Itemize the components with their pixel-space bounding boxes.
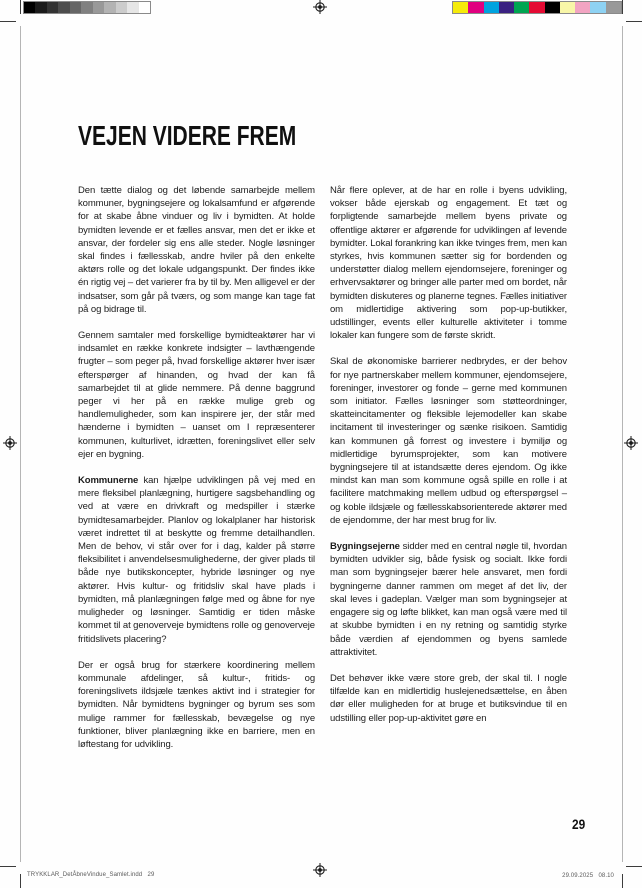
color-swatch — [590, 2, 605, 13]
color-swatch — [545, 2, 560, 13]
page-title: VEJEN VIDERE FREM — [78, 120, 297, 151]
color-swatch — [453, 2, 468, 13]
color-swatch — [35, 2, 46, 13]
color-swatch — [499, 2, 514, 13]
paragraph-text: Når flere oplever, at de har en rolle i byens udvikling, vokser både ejerskab og engagement. Et tæt og forpligtende samarbejde mellem byens private og offentlige aktører er afgørende for udviklingen af levende bymidter. Lokal forankring kan ikke tvinges frem, men kan styrkes, hvis kommunen sætter sig for bordenden og understøtter dialog mellem ejendomsejere, foreninger og erhvervsaktører og bringer alle parter med om bordet, når bymidten diskuteres og planerne tegnes. Fælles initiativer om midlertidige aktivering som pop-up-butikker, udstillinger, events eller kulturelle aktiviteter i tomme lokaler kan fungere som de første skridt. — [330, 185, 567, 342]
crop-mark-top-left-v — [20, 0, 21, 14]
paragraph — [78, 474, 315, 646]
crop-mark-top-right-v — [622, 0, 623, 14]
crop-mark-top-right-h — [626, 21, 642, 22]
crop-mark-bottom-left-h — [0, 866, 16, 867]
paragraph-lead: Bygningsejerne — [330, 541, 400, 553]
color-swatch — [104, 2, 115, 13]
color-swatch — [606, 2, 621, 13]
paragraph-text: kan hjælpe udviklingen på vej med en mere fleksibel planlægning, hurtigere sagsbehandling og ved at være en drivkraft og medspiller i stærke bymidtesamarbejder. Planlov og lokalplaner har historisk været indrettet til at beskytte og fremme detailhandlen. Men de behov, vi står over for i dag, kalder på større fleksibilitet i anvendelsesmulighederne, der giver plads til både nye butikskoncepter, hybride løsninger og nye aktører. Hvis kultur- og fritidsliv skal have plads i bymidten, må planlægningen følge med og åbne for nye muligheder og løsninger. Samtidig er tiden måske kommet til at genoverveje bymidtens rolle og genoverveje fritidslivets placering? — [78, 475, 315, 645]
paragraph — [78, 659, 315, 751]
color-swatch — [24, 2, 35, 13]
left-column — [78, 184, 315, 764]
color-swatch — [58, 2, 69, 13]
registration-mark-right-icon — [624, 436, 638, 450]
color-swatch — [81, 2, 92, 13]
footer-datetime: 29.09.2025 08.10 — [562, 873, 614, 879]
trim-line-right — [622, 26, 623, 862]
crop-mark-bottom-left-v — [20, 874, 21, 888]
paragraph-text: Gennem samtaler med forskellige bymidteaktører har vi indsamlet en række konkrete indsigter – lavthængende frugter – som peger på, hvad forskellige aktører hver især efterspørger af hinanden, og hvad der kan få samarbejdet til at glide nemmere. På denne baggrund peger vi her på en række mulige greb og handlemuligheder, som kan inspirere jer, der står med hænderne i bymidten – uanset om I repræsenterer kommunen, kulturlivet, idrætten, foreningslivet eller selv ejer en bygning. — [78, 330, 315, 460]
color-swatch — [529, 2, 544, 13]
paragraph-text: sidder med en central nøgle til, hvordan bymidten udvikler sig, både fysisk og socialt. Ikke fordi man som bygningsejer bærer hele ansvaret, men fordi bygningerne danner rammen om meget af det liv, der skal leves i gadeplan. Vælger man som bygningsejer at engagere sig og løfte blikket, kan man også være med til at skubbe bymidten i en ny retning og samtidig styrke både værdien af ejendommen og byens samlede attraktivitet. — [330, 541, 567, 658]
paragraph-text: Skal de økonomiske barrierer nedbrydes, er der behov for nye partnerskaber mellem kommuner, ejendomsejere, foreninger, investorer og fonde – gerne med kommunen som initiator. Fælles løsninger som støtteordninger, skatteincitamenter og fleksible lejemodeller kan skabe incitament til investeringer og sænke risikoen. Samtidig kan kommunen gå forrest og investere i bymiljø og midlertidige byrumsprojekter, som kan motivere bygningsejere til at istandsætte deres ejendom. Og ikke mindst kan man som kommune også spille en rolle i at facilitere matchmaking mellem udbud og efterspørgsel – og koble ildsjæle og fællesskabsorienterede aktører med de ejendomme, der har mest brug for liv. — [330, 356, 567, 526]
paragraph — [78, 184, 315, 316]
paragraph — [330, 355, 567, 527]
trim-line-left — [20, 26, 21, 862]
page-number: 29 — [572, 817, 586, 832]
paragraph-text: Den tætte dialog og det løbende samarbejde mellem kommuner, bygningsejere og lokalsamfund er afgørende for at skabe åbne vinduer og liv i bymidten. At holde bymidten levende er et fælles ansvar, men det er ikke et ansvar, der fordeler sig ens alle steder. Nogle løsninger skal findes i fællesskab, andre hviler på den enkelte aktørs rolle og det lokale udgangspunkt. Der findes ikke én rigtig vej – det varierer fra by til by. Men alligevel er der indsatser, som går på tværs, og som mange kan tage fat på og bidrage til. — [78, 185, 315, 315]
color-swatch — [514, 2, 529, 13]
right-column — [330, 184, 567, 738]
color-swatch — [70, 2, 81, 13]
registration-mark-bottom-icon — [313, 863, 327, 877]
crop-mark-top-left-h — [0, 21, 16, 22]
crop-mark-bottom-right-v — [622, 874, 623, 888]
color-swatch — [468, 2, 483, 13]
color-swatch — [484, 2, 499, 13]
color-swatch — [47, 2, 58, 13]
grayscale-calibration-bar — [23, 1, 151, 14]
registration-mark-top-icon — [313, 0, 327, 14]
color-swatch — [560, 2, 575, 13]
color-swatch — [139, 2, 150, 13]
paragraph — [330, 540, 567, 659]
paragraph-lead: Kommunerne — [78, 475, 139, 487]
footer-filename: TRYKKLAR_DetÅbneVindue_Samlet.indd 29 — [27, 872, 155, 878]
paragraph-text: Det behøver ikke være store greb, der skal til. I nogle tilfælde kan en midlertidig huslejenedsættelse, en åben dør eller muligheden for at bruge et butiksvindue til en udstilling eller pop-up-aktivitet gøre en — [330, 672, 567, 724]
paragraph — [330, 184, 567, 342]
registration-mark-left-icon — [3, 436, 17, 450]
paragraph — [78, 329, 315, 461]
paragraph — [330, 672, 567, 725]
color-calibration-bar — [452, 1, 622, 14]
color-swatch — [93, 2, 104, 13]
color-swatch — [127, 2, 138, 13]
paragraph-text: Der er også brug for stærkere koordinering mellem kommunale afdelinger, så kultur-, fritids- og foreningslivets ildsjæle tænkes aktivt ind i strategier for bymidten. Når bymidtens bygninger og byrum ses som mulige rammer for fællesskab, bevægelse og nye funktioner, bliver planlægning ikke en barriere, men en løftestang for udvikling. — [78, 659, 315, 750]
crop-mark-bottom-right-h — [626, 866, 642, 867]
color-swatch — [575, 2, 590, 13]
color-swatch — [116, 2, 127, 13]
